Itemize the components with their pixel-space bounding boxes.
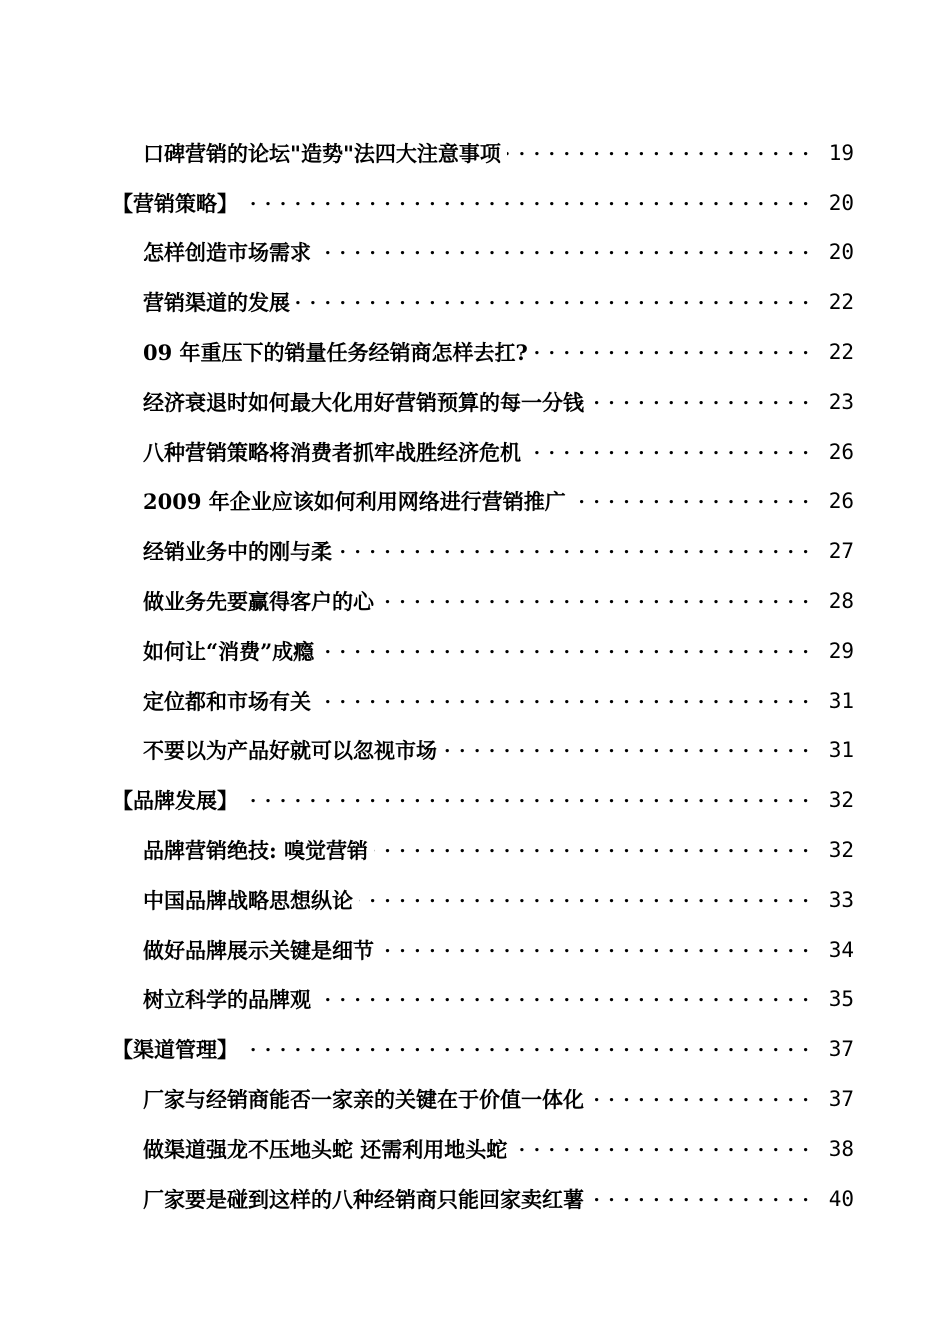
- dot-leader: [317, 240, 810, 264]
- toc-entry-title: 09 年重压下的销量任务经销商怎样去扛?: [143, 337, 530, 367]
- toc-page-number: 34: [828, 937, 854, 962]
- dot-leader: [317, 689, 810, 713]
- toc-entry-title: 做渠道强龙不压地头蛇 还需利用地头蛇: [143, 1134, 509, 1164]
- toc-page-number: 37: [828, 1087, 854, 1112]
- toc-entry-title: 经济衰退时如何最大化用好营销预算的每一分钱: [143, 387, 586, 417]
- toc-entry[interactable]: [0, 327, 950, 377]
- toc-entry-title: 八种营销策略将消费者抓牢战胜经济危机: [143, 437, 523, 467]
- toc-page-number: 35: [828, 987, 854, 1012]
- toc-page-number: 38: [828, 1136, 854, 1161]
- toc-entry-title: 厂家要是碰到这样的八种经销商只能回家卖红薯: [143, 1184, 586, 1214]
- toc-page-number: 20: [828, 190, 854, 215]
- toc-entry-title: 做业务先要赢得客户的心: [143, 586, 376, 616]
- toc-page-number: 23: [828, 389, 854, 414]
- toc-entry-title: 经销业务中的刚与柔: [143, 536, 334, 566]
- toc-page-number: 29: [828, 638, 854, 663]
- toc-entry-title: 口碑营销的论坛"造势"法四大注意事项: [143, 138, 503, 168]
- toc-section-title: 【品牌发展】: [112, 785, 240, 815]
- dot-leader: [590, 1187, 810, 1211]
- toc-page-number: 22: [828, 290, 854, 315]
- dot-leader: [359, 888, 810, 912]
- dot-leader: [244, 191, 810, 215]
- toc-entry[interactable]: [0, 477, 950, 527]
- toc-page-number: 19: [828, 140, 854, 165]
- toc-entry-title: 品牌营销绝技: 嗅觉营销: [143, 835, 370, 865]
- toc-entry[interactable]: [0, 1174, 950, 1224]
- toc-section-heading[interactable]: [0, 775, 950, 825]
- toc-entry[interactable]: [0, 427, 950, 477]
- dot-leader: [338, 539, 810, 563]
- toc-entry-title: 厂家与经销商能否一家亲的关键在于价值一体化: [143, 1084, 586, 1114]
- toc-page-number: 26: [828, 489, 854, 514]
- toc-entry-title: 如何让“消费”成瘾: [143, 636, 316, 666]
- toc-entry[interactable]: [0, 1124, 950, 1174]
- toc-entry[interactable]: [0, 626, 950, 676]
- toc-entry[interactable]: [0, 576, 950, 626]
- dot-leader: [590, 1087, 810, 1111]
- toc-entry-title: 树立科学的品牌观: [143, 984, 313, 1014]
- toc-page-number: 26: [828, 439, 854, 464]
- toc-entry[interactable]: [0, 128, 950, 178]
- dot-leader: [320, 639, 810, 663]
- toc-entry-title: 营销渠道的发展: [143, 287, 292, 317]
- toc-entry[interactable]: [0, 726, 950, 776]
- toc-entry[interactable]: [0, 377, 950, 427]
- table-of-contents: [0, 128, 950, 1224]
- toc-entry-title: 怎样创造市场需求: [143, 237, 313, 267]
- dot-leader: [380, 938, 810, 962]
- dot-leader: [443, 738, 810, 762]
- toc-entry[interactable]: [0, 228, 950, 278]
- toc-page-number: 27: [828, 539, 854, 564]
- toc-entry[interactable]: [0, 277, 950, 327]
- dot-leader: [374, 838, 810, 862]
- dot-leader: [527, 440, 810, 464]
- toc-entry[interactable]: [0, 526, 950, 576]
- dot-leader: [296, 290, 810, 314]
- toc-section-title: 【渠道管理】: [112, 1034, 240, 1064]
- toc-entry[interactable]: [0, 875, 950, 925]
- toc-entry[interactable]: [0, 825, 950, 875]
- dot-leader: [513, 1137, 810, 1161]
- toc-page-number: 31: [828, 738, 854, 763]
- toc-entry-title: 2009 年企业应该如何利用网络进行营销推广: [143, 486, 568, 516]
- dot-leader: [244, 788, 810, 812]
- dot-leader: [534, 340, 810, 364]
- dot-leader: [590, 390, 810, 414]
- toc-page-number: 20: [828, 240, 854, 265]
- toc-page-number: 28: [828, 589, 854, 614]
- toc-entry[interactable]: [0, 925, 950, 975]
- toc-page-number: 33: [828, 887, 854, 912]
- toc-page-number: 31: [828, 688, 854, 713]
- toc-entry-title: 不要以为产品好就可以忽视市场: [143, 735, 439, 765]
- dot-leader: [244, 1037, 810, 1061]
- toc-page-number: 32: [828, 838, 854, 863]
- toc-page-number: 32: [828, 788, 854, 813]
- dot-leader: [317, 987, 810, 1011]
- dot-leader: [380, 589, 810, 613]
- toc-entry-title: 中国品牌战略思想纵论: [143, 885, 355, 915]
- toc-entry[interactable]: [0, 676, 950, 726]
- toc-entry[interactable]: [0, 975, 950, 1025]
- dot-leader: [507, 141, 810, 165]
- toc-entry[interactable]: [0, 1074, 950, 1124]
- toc-section-heading[interactable]: [0, 178, 950, 228]
- toc-page-number: 40: [828, 1186, 854, 1211]
- dot-leader: [572, 489, 810, 513]
- toc-section-title: 【营销策略】: [112, 188, 240, 218]
- toc-page-number: 22: [828, 340, 854, 365]
- toc-page-number: 37: [828, 1037, 854, 1062]
- toc-entry-title: 做好品牌展示关键是细节: [143, 935, 376, 965]
- toc-entry-title: 定位都和市场有关: [143, 686, 313, 716]
- toc-section-heading[interactable]: [0, 1024, 950, 1074]
